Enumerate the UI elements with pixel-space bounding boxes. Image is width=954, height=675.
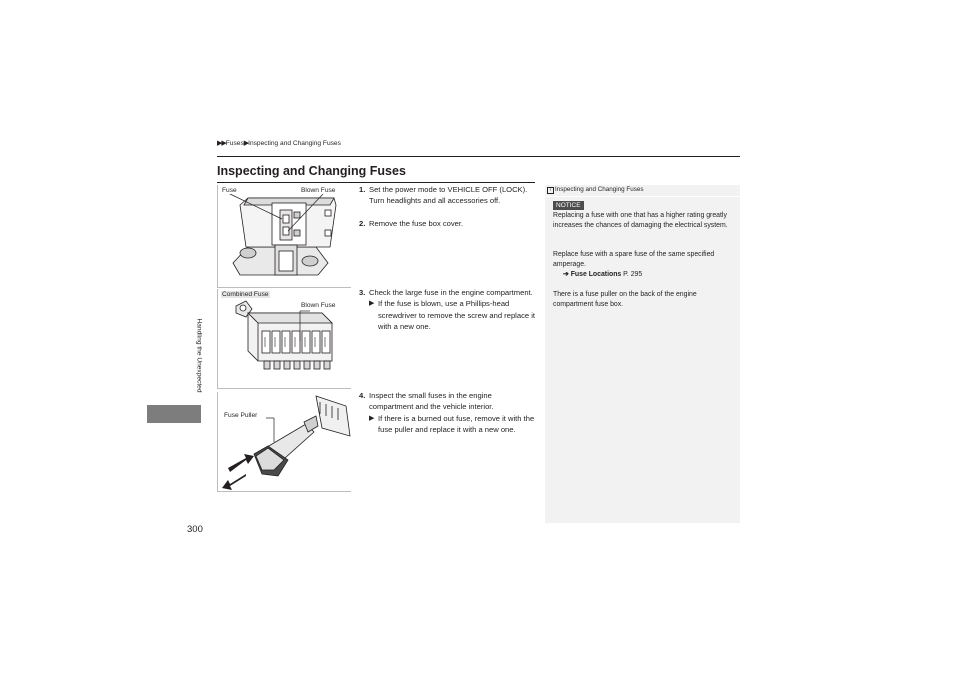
notes-header-title: Inspecting and Changing Fuses bbox=[555, 186, 644, 193]
step-1 bbox=[359, 184, 535, 207]
arrow-icon: ▶ bbox=[369, 300, 375, 308]
breadcrumb bbox=[217, 139, 341, 147]
note-paragraph-3: There is a fuse puller on the back of the engine compartment fuse box. bbox=[553, 291, 697, 309]
step-number: 3. bbox=[359, 288, 366, 297]
header-rule bbox=[217, 156, 740, 157]
page-title: Inspecting and Changing Fuses bbox=[217, 164, 406, 178]
label-combined-fuse: Combined Fuse bbox=[222, 291, 269, 298]
figure-fuse bbox=[217, 185, 351, 288]
step-number: 1. bbox=[359, 185, 366, 194]
reference-page[interactable]: P. 295 bbox=[623, 271, 643, 278]
pull-arrow-icon bbox=[222, 474, 246, 490]
substep-text: If there is a burned out fuse, remove it with the fuse puller and replace it with a new one. bbox=[378, 413, 535, 435]
step-text: Inspect the small fuses in the engine compartment and the vehicle interior. bbox=[369, 391, 494, 412]
step-3 bbox=[359, 287, 535, 333]
label-blown-fuse-2: Blown Fuse bbox=[301, 302, 336, 309]
side-tab-label: Handling the Unexpected bbox=[195, 318, 203, 393]
step-number: 4. bbox=[359, 391, 366, 400]
reference-arrow-icon: ➔ bbox=[563, 271, 569, 278]
notice-badge: NOTICE bbox=[553, 201, 584, 210]
note-reference[interactable] bbox=[553, 270, 737, 280]
label-blown-fuse: Blown Fuse bbox=[301, 187, 336, 194]
note-icon: › bbox=[547, 187, 554, 194]
title-rule bbox=[217, 182, 535, 183]
label-fuse-puller: Fuse Puller bbox=[224, 412, 258, 419]
step-2 bbox=[359, 218, 535, 229]
step-text: Check the large fuse in the engine compartment. bbox=[369, 288, 533, 297]
notes-header bbox=[545, 185, 740, 197]
step-substep bbox=[369, 413, 535, 436]
double-arrow-icon: ▶▶ bbox=[217, 140, 226, 147]
push-arrow-icon bbox=[228, 454, 254, 472]
notice-text: Replacing a fuse with one that has a higher rating greatly increases the chances of damaging the electrical system. bbox=[553, 212, 728, 230]
arrow-icon: ▶ bbox=[369, 414, 375, 422]
notes-header-text bbox=[547, 186, 644, 194]
step-number: 2. bbox=[359, 219, 366, 228]
substep-text: If the fuse is blown, use a Phillips-head screwdriver to remove the screw and replace it with a new one. bbox=[378, 299, 535, 332]
breadcrumb-current: Inspecting and Changing Fuses bbox=[248, 140, 341, 147]
fuse-puller-illustration bbox=[218, 392, 351, 491]
arrow-icon: ▶ bbox=[243, 140, 249, 147]
figure-combined-fuse bbox=[217, 289, 351, 389]
step-text: Set the power mode to VEHICLE OFF (LOCK). bbox=[369, 185, 528, 194]
breadcrumb-fuses[interactable]: Fuses bbox=[225, 140, 244, 147]
step-text-2: Turn headlights and all accessories off. bbox=[369, 196, 501, 206]
side-tab[interactable] bbox=[147, 405, 201, 423]
note-paragraph-2: Replace fuse with a spare fuse of the same specified amperage. bbox=[553, 251, 715, 269]
step-4 bbox=[359, 390, 535, 436]
reference-label[interactable]: Fuse Locations bbox=[570, 271, 622, 278]
page-number: 300 bbox=[187, 524, 203, 535]
label-fuse: Fuse bbox=[222, 187, 237, 194]
notes-panel bbox=[545, 185, 740, 523]
step-text: Remove the fuse box cover. bbox=[369, 219, 464, 228]
step-substep bbox=[369, 298, 535, 332]
fuse-box-illustration bbox=[218, 185, 351, 287]
figure-fuse-puller bbox=[217, 392, 351, 492]
